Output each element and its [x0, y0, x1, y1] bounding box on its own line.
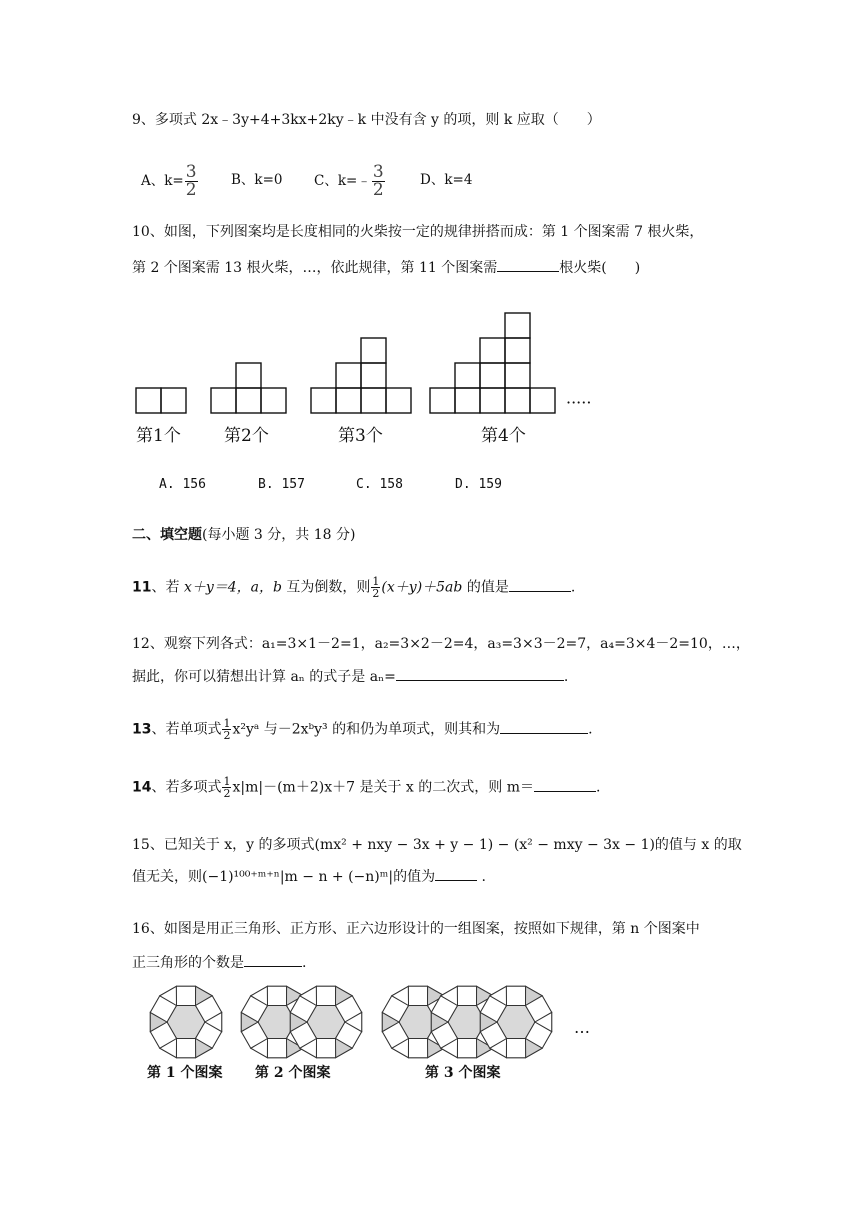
- tile-square-3: [408, 986, 427, 1005]
- q10-option-a: A. 156: [159, 477, 206, 492]
- q15-line-2: [132, 866, 486, 887]
- tile-square-0: [176, 1039, 195, 1058]
- section-2-heading: [132, 525, 355, 545]
- q16-line-1: 16、如图是用正三角形、正方形、正六边形设计的一组图案，按照如下规律，第 n 个图案中: [132, 921, 700, 937]
- tile-square-0: [176, 986, 195, 1005]
- q16-figure-label-1: 第 1 个图案: [147, 1065, 223, 1081]
- q15-line-2-text: 值无关，则(−1)¹⁰⁰⁺ᵐ⁺ⁿ|m − n + (−n)ᵐ|的值为: [132, 869, 436, 885]
- q13: [132, 718, 593, 741]
- q15-line-2-tail: .: [477, 869, 486, 885]
- q10-pattern-4: [430, 313, 555, 413]
- tile-square-2: [316, 1039, 335, 1058]
- q9-stem: 9、多项式 2x﹣3y+4+3kx+2ky﹣k 中没有含 y 的项，则 k 应取（ ）: [132, 112, 601, 128]
- section-2-title: 二、填空题: [132, 527, 202, 543]
- q11-fraction-numerator: 1: [372, 575, 380, 588]
- q10-line-2-tail: 根火柴( ): [559, 260, 641, 276]
- q11-text-f: 的值是: [462, 579, 509, 596]
- q11-text-g: .: [570, 579, 576, 596]
- q9-option-b: B、k=0: [231, 172, 283, 188]
- q10-figure-label-4: 第4个: [481, 426, 526, 446]
- q11-text-d: 互为倒数，则: [281, 579, 371, 596]
- q10-matchstick-figure: [0, 0, 860, 460]
- tile-square-3: [408, 1039, 427, 1058]
- q10-figure-label-2: 第2个: [224, 426, 269, 446]
- q13-fraction-denominator: 2: [223, 729, 231, 742]
- q12-answer-blank: [396, 666, 564, 681]
- q13-answer-blank: [500, 719, 588, 734]
- q16-tiling-figure: [0, 980, 860, 1090]
- q9-option-c-denominator: 2: [372, 180, 384, 200]
- q13-text-c: .: [588, 721, 593, 738]
- q11-fraction-denominator: 2: [372, 587, 380, 600]
- q11-text-e: (x＋y)＋5ab: [381, 579, 463, 596]
- q12-line-1: 12、观察下列各式：a₁=3×1－2=1，a₂=3×2－2=4，a₃=3×3－2=7，a₄=3×4－2=10，…，: [132, 636, 750, 652]
- q10-pattern-2: [211, 363, 286, 413]
- tile-square-4: [457, 986, 476, 1005]
- q11-answer-blank: [509, 577, 571, 592]
- q14: [132, 776, 600, 799]
- q10-pattern-1: [136, 388, 186, 413]
- tile-square-1: [267, 986, 286, 1005]
- q16-figure-label-2: 第 2 个图案: [255, 1065, 331, 1081]
- q14-fraction-denominator: 2: [223, 787, 231, 800]
- q11-text-a: 、若: [151, 579, 184, 596]
- section-2-note: (每小题 3 分，共 18 分): [202, 527, 356, 543]
- q14-text-c: .: [595, 779, 601, 796]
- q10-line-2-text: 第 2 个图案需 13 根火柴，…，依此规律，第 11 个图案需: [132, 260, 498, 276]
- q9-option-a-prefix: A、k=: [141, 173, 184, 189]
- q11-fraction: [371, 576, 380, 599]
- q16-line-2-text: 正三角形的个数是: [132, 955, 244, 971]
- q16-line-2: [132, 952, 306, 973]
- q10-figure-label-3: 第3个: [338, 426, 383, 446]
- q15-line-1: 15、已知关于 x，y 的多项式(mx² + nxy − 3x + y − 1) − (x² − mxy − 3x − 1)的值与 x 的取: [132, 837, 742, 853]
- tile-square-4: [457, 1039, 476, 1058]
- q13-text-a: 、若单项式: [151, 721, 222, 738]
- q9-option-a-numerator: 3: [185, 162, 197, 182]
- q12-line-2: [132, 666, 568, 687]
- q14-text-a: 、若多项式: [151, 779, 222, 796]
- q16-answer-blank: [244, 952, 302, 967]
- q13-number: 13: [132, 721, 152, 738]
- q9-option-a-denominator: 2: [185, 180, 197, 200]
- q11: [132, 576, 575, 599]
- q11-text-c: a，b: [250, 579, 282, 596]
- q10-option-c: C. 158: [356, 477, 403, 492]
- q14-text-b: x|m|－(m＋2)x＋7 是关于 x 的二次式，则 m＝: [232, 779, 534, 796]
- q9-option-d: D、k=4: [420, 172, 473, 188]
- tile-square-1: [267, 1039, 286, 1058]
- q16-figure-label-3: 第 3 个图案: [425, 1065, 501, 1081]
- q10-option-d: D. 159: [455, 477, 502, 492]
- q14-answer-blank: [534, 777, 596, 792]
- q13-fraction: [222, 718, 231, 741]
- q12-line-2-tail: .: [563, 669, 569, 685]
- q9-option-c-prefix: C、k=﹣: [314, 173, 371, 189]
- q10-figure-ellipsis: ·····: [566, 393, 592, 412]
- q16-figure-ellipsis: …: [574, 1018, 590, 1037]
- q10-option-b: B. 157: [258, 477, 305, 492]
- q16-line-2-tail: .: [302, 955, 307, 971]
- q11-number: 11: [132, 579, 152, 596]
- q15-answer-blank: [435, 866, 477, 881]
- q10-figure-label-1: 第1个: [136, 426, 181, 446]
- q10-line-1: 10、如图，下列图案均是长度相同的火柴按一定的规律拼搭而成：第 1 个图案需 7 根火柴，: [132, 224, 704, 240]
- q12-line-2-text: 据此，你可以猜想出计算 aₙ 的式子是 aₙ=: [132, 669, 396, 685]
- q14-fraction-numerator: 1: [223, 775, 231, 788]
- tile-square-5: [506, 1039, 525, 1058]
- q10-pattern-3: [311, 338, 411, 413]
- q14-fraction: [222, 776, 231, 799]
- tile-square-5: [506, 986, 525, 1005]
- q13-text-b: x²yᵃ 与－2xᵇy³ 的和仍为单项式，则其和为: [232, 721, 501, 738]
- q11-text-b: x＋y＝4，: [183, 579, 251, 596]
- q14-number: 14: [132, 779, 152, 796]
- q13-fraction-numerator: 1: [223, 717, 231, 730]
- tile-square-2: [316, 986, 335, 1005]
- q9-option-c-numerator: 3: [372, 162, 384, 182]
